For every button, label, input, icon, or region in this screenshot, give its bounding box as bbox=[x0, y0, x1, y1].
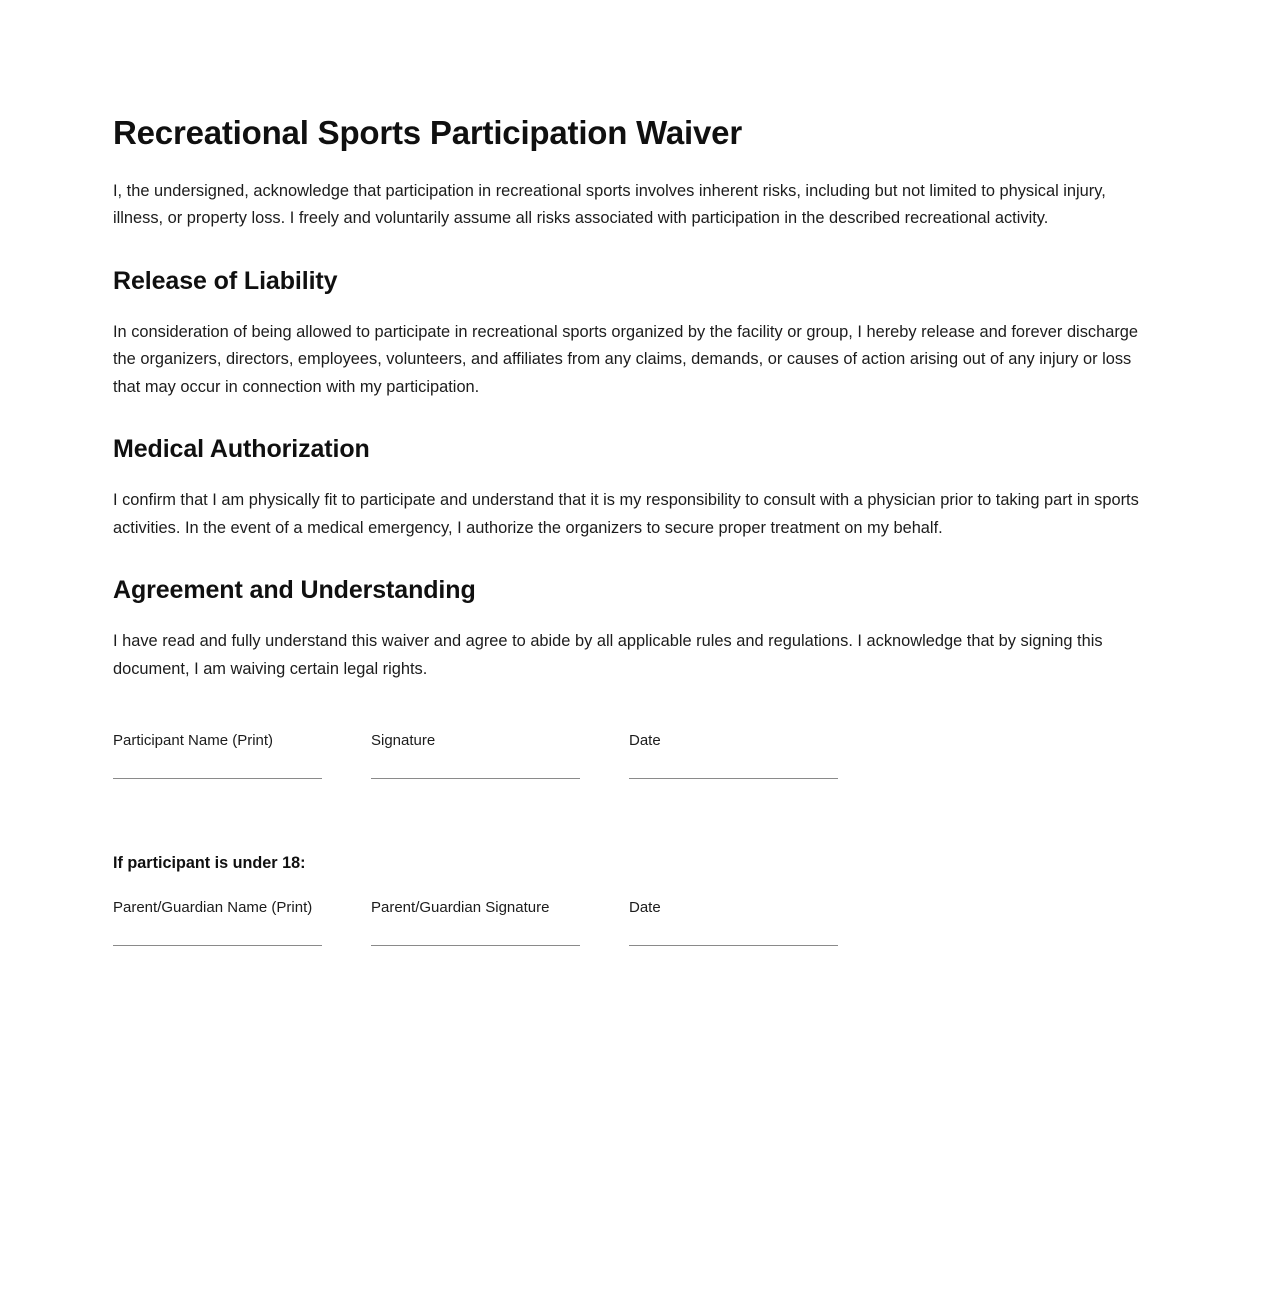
field-label-participant-date: Date bbox=[629, 732, 661, 750]
section-heading-agreement-and-understanding: Agreement and Understanding bbox=[113, 576, 476, 605]
section-body-agreement-and-understanding: I have read and fully understand this waiver and agree to abide by all applicable rules and regulations. I acknowledge that by signing this document, I am waiving certain legal rights. bbox=[113, 632, 1103, 678]
participant-signature-row bbox=[113, 731, 1142, 779]
field-label-guardian-name: Parent/Guardian Name (Print) bbox=[113, 898, 313, 916]
section-heading-medical-authorization: Medical Authorization bbox=[113, 435, 370, 464]
field-label-guardian-signature: Parent/Guardian Signature bbox=[371, 898, 550, 916]
section-heading-release-of-liability: Release of Liability bbox=[113, 266, 338, 295]
field-label-guardian-date: Date bbox=[629, 898, 661, 916]
guardian-signature-block bbox=[113, 875, 1142, 946]
page-title: Recreational Sports Participation Waiver bbox=[113, 114, 742, 151]
signature-line-participant-signature[interactable] bbox=[371, 778, 580, 779]
section-body-release-of-liability: In consideration of being allowed to participate in recreational sports organized by the facility or group, I hereby release and forever discharge the organizers, directors, employees, volunteers, and affiliates from any claims, demands, or causes of action arising out of any injury or loss that may occur in connection with my participation. bbox=[113, 322, 1139, 396]
minor-participant-notice: If participant is under 18: bbox=[113, 854, 306, 873]
field-participant-date bbox=[629, 731, 838, 779]
field-guardian-signature bbox=[371, 898, 580, 946]
section-body-medical-authorization: I confirm that I am physically fit to participate and understand that it is my responsibility to consult with a physician prior to taking part in sports activities. In the event of a medical emergency, I authorize the organizers to secure proper treatment on my behalf. bbox=[113, 491, 1139, 537]
participant-signature-block bbox=[113, 683, 1142, 779]
field-participant-name bbox=[113, 731, 322, 779]
signature-line-guardian-name[interactable] bbox=[113, 945, 322, 946]
signature-line-guardian-signature[interactable] bbox=[371, 945, 580, 946]
document-content bbox=[113, 0, 1142, 946]
field-label-participant-name: Participant Name (Print) bbox=[113, 732, 274, 750]
signature-line-guardian-date[interactable] bbox=[629, 945, 838, 946]
section-release-of-liability bbox=[113, 233, 1142, 402]
guardian-signature-row bbox=[113, 898, 1142, 946]
field-participant-signature bbox=[371, 731, 580, 779]
field-guardian-date bbox=[629, 898, 838, 946]
field-label-participant-signature: Signature bbox=[371, 732, 436, 750]
field-guardian-name bbox=[113, 898, 322, 946]
section-agreement-and-understanding bbox=[113, 542, 1142, 683]
section-medical-authorization bbox=[113, 401, 1142, 542]
intro-paragraph: I, the undersigned, acknowledge that participation in recreational sports involves inherent risks, including but not limited to physical injury, illness, or property loss. I freely and voluntarily assume all risks associated with participation in the described recreational activity. bbox=[113, 181, 1106, 228]
signature-line-participant-name[interactable] bbox=[113, 778, 322, 779]
signature-line-participant-date[interactable] bbox=[629, 778, 838, 779]
